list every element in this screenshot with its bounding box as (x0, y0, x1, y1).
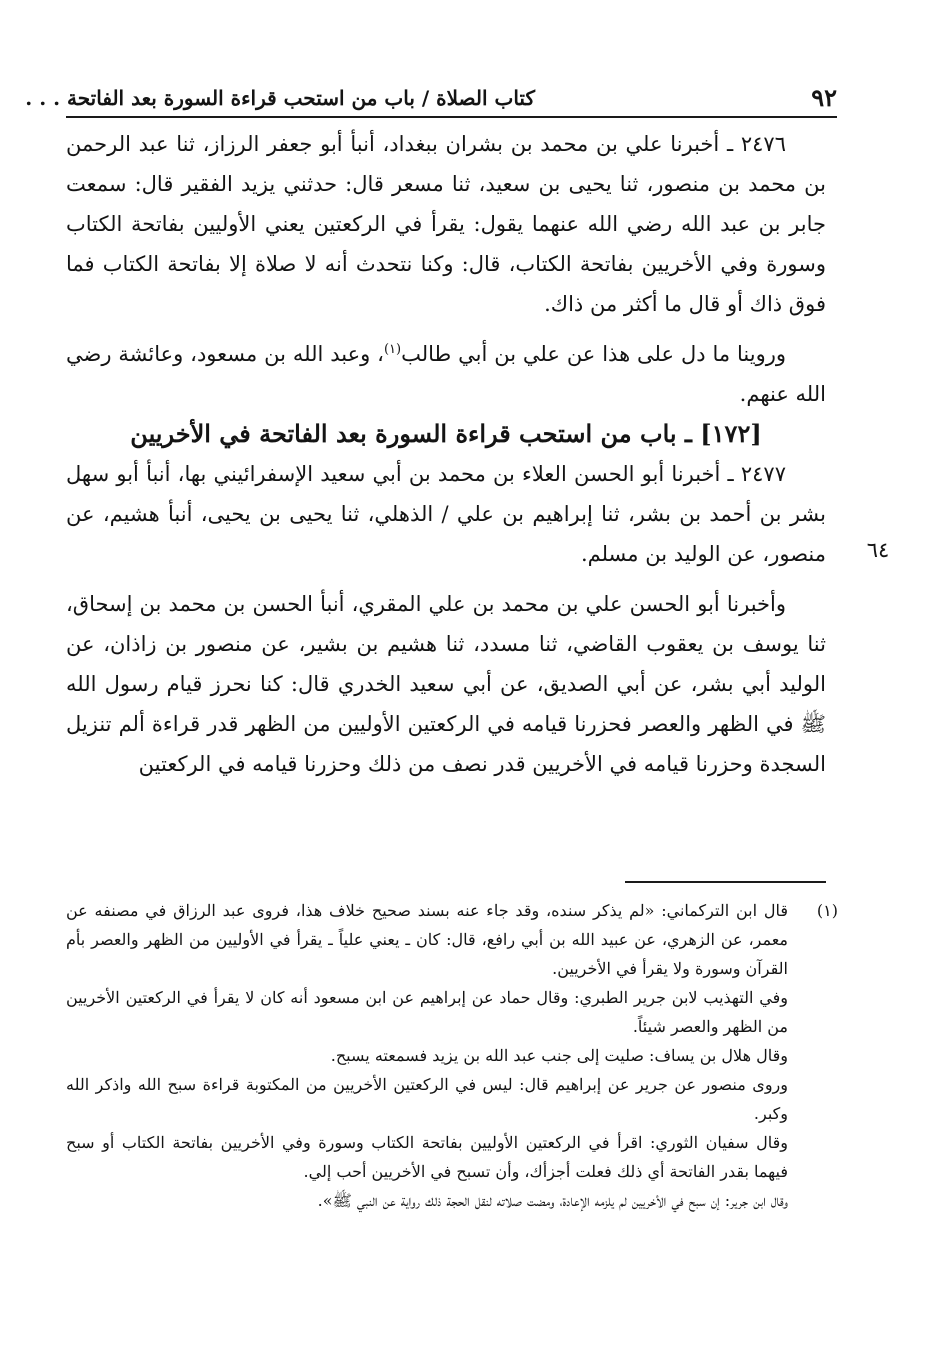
hadith-2476: ٢٤٧٦ ـ أخبرنا علي بن محمد بن بشران ببغداد، أنبأ أبو جعفر الرزاز، ثنا عبد الرحمن بن محمد بن منصور، ثنا يحيى بن سعيد، ثنا مسعر قال: حدثني يزيد الفقير قال: سمعت جابر بن عبد الله رضي الله عنهما يقول: يقرأ في الركعتين يعني الأوليين بفاتحة الكتاب وسورة وفي الأخريين بفاتحة الكتاب، قال: وكنا نتحدث أنه لا صلاة إلا بفاتحة الكتاب فما فوق ذاك أو قال ما أكثر من ذاك. (66, 132, 826, 316)
main-text (66, 124, 826, 784)
footnote-number: (١) (816, 901, 838, 920)
footnote-marker[interactable]: (١) (383, 342, 402, 357)
footnote-line: وقال ابن جرير: إن سبح في الأخريين لم يلزمه الإعادة، ومضت صلاته لنقل الحجة ذلك رواية عن النبي ﷺ». (317, 1191, 788, 1210)
footnote-line: وقال سفيان الثوري: اقرأ في الركعتين الأوليين بفاتحة الكتاب وسورة وفي الأخريين بفاتحة الكتاب أو سبح فيهما بقدر الفاتحة أي ذلك فعلت أجزأك، وأن تسبح في الأخريين أحب إلي. (66, 1133, 788, 1181)
hadith-2477: ٢٤٧٧ ـ أخبرنا أبو الحسن العلاء بن محمد بن أبي سعيد الإسفرائيني بها، أنبأ أبو سهل بشر بن أحمد بن بشر، ثنا إبراهيم بن علي / الذهلي، ثنا يحيى بن يحيى، أنبأ هشيم، عن منصور، عن الوليد بن مسلم. (66, 462, 826, 566)
riwayat-text-end: ، وعبد الله بن مسعود، وعائشة رضي الله عنهم. (66, 342, 826, 406)
margin-page-reference: ٦٤ (866, 538, 890, 562)
footnote-line: وروى منصور عن جرير عن إبراهيم قال: ليس في الركعتين الأخريين من المكتوبة قراءة سبح الله واذكر الله وكبر. (66, 1075, 788, 1123)
footnote-1 (66, 896, 838, 983)
riwayat-paragraph (66, 334, 826, 414)
footnote-line: وقال هلال بن يساف: صليت إلى جنب عبد الله بن يزيد فسمعته يسبح. (330, 1046, 788, 1065)
footnotes (66, 896, 838, 1215)
second-chain: وأخبرنا أبو الحسن علي بن محمد بن علي المقري، أنبأ الحسن بن محمد بن إسحاق، ثنا يوسف بن يعقوب القاضي، ثنا مسدد، ثنا هشيم بن بشير، عن منصور بن زاذان، عن الوليد أبي بشر، عن أبي الصديق، عن أبي سعيد الخدري قال: كنا نحرز قيام رسول الله ﷺ في الظهر والعصر فحزرنا قيامه في الركعتين الأوليين من الظهر قدر قراءة ألم تنزيل السجدة وحزرنا قيامه في الأخريين قدر نصف من ذلك وحزرنا قيامه في الركعتين (66, 592, 826, 776)
footnote-divider (625, 881, 826, 883)
footnote-line: قال ابن التركماني: «لم يذكر سنده، وقد جاء عنه بسند صحيح خلاف هذا، فروى عبد الرزاق في مصنفه عن معمر، عن الزهري، عن عبيد الله بن أبي رافع، قال: كان ـ يعني علياً ـ يقرأ في الأوليين من الظهر والعصر بأم القرآن وسورة ولا يقرأ في الأخريين. (66, 901, 789, 978)
footnote-line: وفي التهذيب لابن جرير الطبري: وقال حماد عن إبراهيم عن ابن مسعود أنه كان لا يقرأ في الركعتين الأخريين من الظهر والعصر شيئاً. (66, 988, 788, 1036)
page-number: ٩٢ (811, 83, 837, 112)
chapter-heading: [١٧٢] ـ باب من استحب قراءة السورة بعد الفاتحة في الأخريين (130, 419, 762, 448)
header-title: كتاب الصلاة / باب من استحب قراءة السورة بعد الفاتحة . . . (25, 86, 535, 110)
running-header (25, 80, 837, 118)
riwayat-text-start: وروينا ما دل على هذا عن علي بن أبي طالب (401, 342, 786, 366)
